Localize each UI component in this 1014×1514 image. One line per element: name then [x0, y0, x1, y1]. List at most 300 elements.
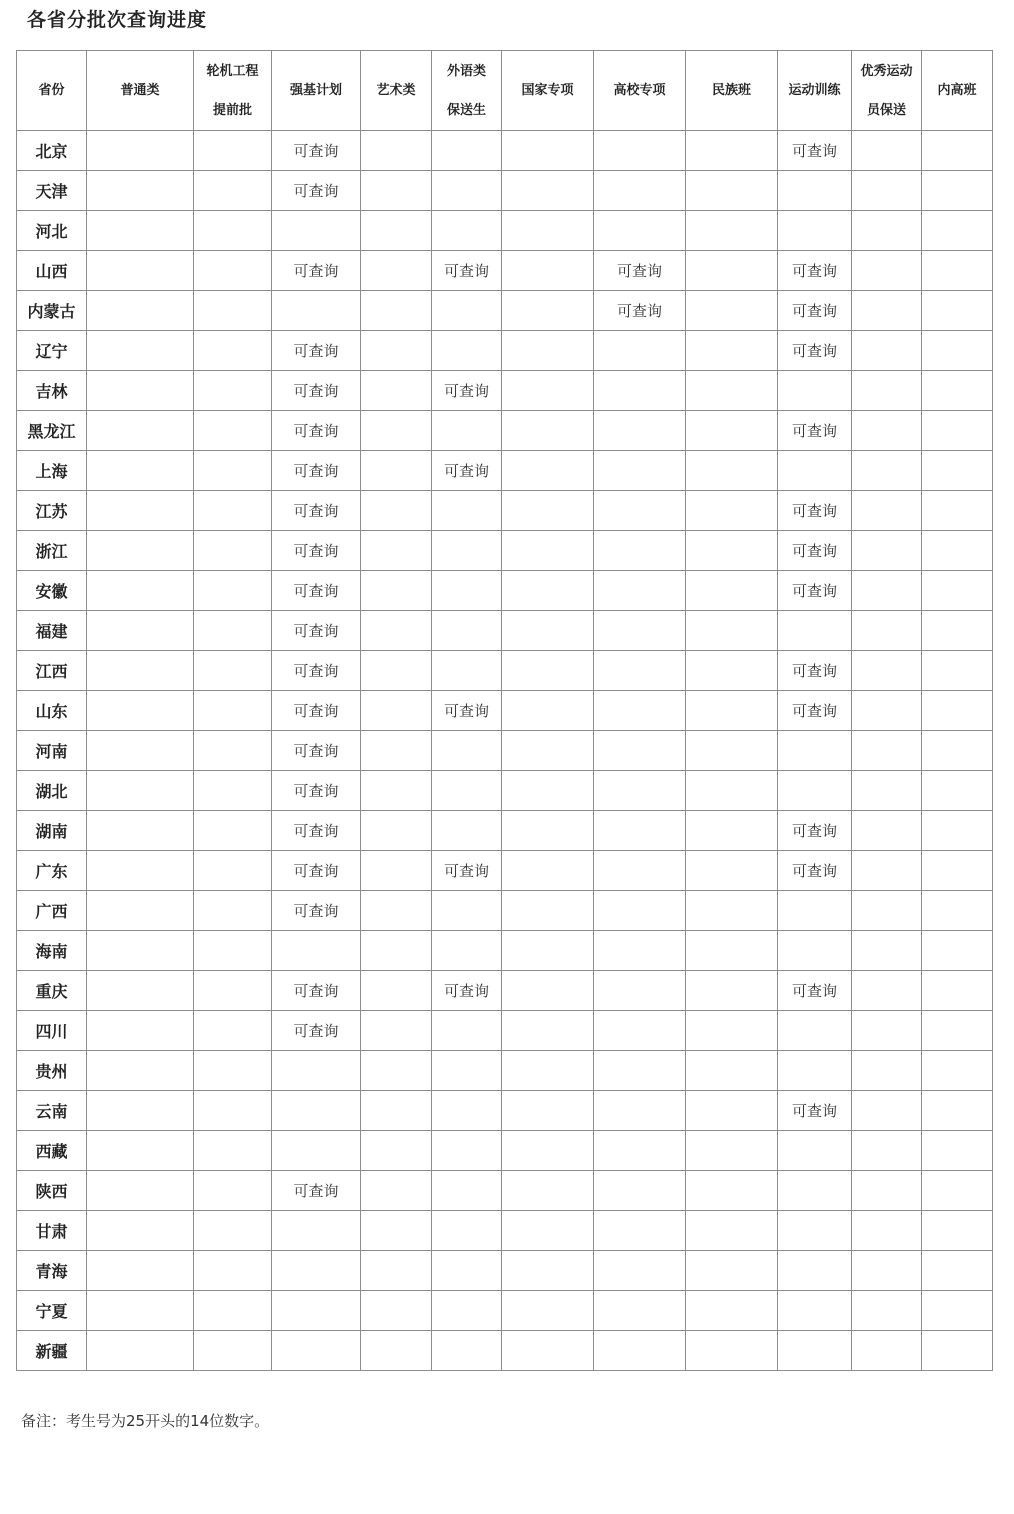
- empty-cell: [922, 331, 993, 371]
- empty-cell: [686, 1131, 778, 1171]
- status-cell: 可查询: [778, 1091, 852, 1131]
- empty-cell: [87, 531, 194, 571]
- empty-cell: [87, 611, 194, 651]
- province-cell: 江苏: [17, 491, 87, 531]
- empty-cell: [87, 1251, 194, 1291]
- empty-cell: [922, 1011, 993, 1051]
- empty-cell: [361, 131, 432, 171]
- table-row: [17, 1291, 993, 1331]
- empty-cell: [686, 651, 778, 691]
- empty-cell: [432, 1051, 502, 1091]
- column-header-line: 外语类: [446, 63, 486, 79]
- empty-cell: [594, 331, 686, 371]
- province-cell: 江西: [17, 651, 87, 691]
- empty-cell: [594, 851, 686, 891]
- empty-cell: [87, 731, 194, 771]
- empty-cell: [922, 691, 993, 731]
- empty-cell: [922, 651, 993, 691]
- column-header: 普通类: [87, 51, 194, 131]
- empty-cell: [87, 131, 194, 171]
- empty-cell: [361, 1331, 432, 1371]
- column-header: 运动训练: [778, 51, 852, 131]
- table-row: [17, 731, 993, 771]
- empty-cell: [852, 171, 922, 211]
- empty-cell: [194, 571, 272, 611]
- empty-cell: [87, 1131, 194, 1171]
- province-cell: 云南: [17, 1091, 87, 1131]
- status-cell: 可查询: [272, 971, 361, 1011]
- empty-cell: [502, 171, 594, 211]
- status-cell: 可查询: [272, 691, 361, 731]
- province-cell: 陕西: [17, 1171, 87, 1211]
- status-cell: 可查询: [272, 491, 361, 531]
- empty-cell: [87, 371, 194, 411]
- empty-cell: [852, 411, 922, 451]
- empty-cell: [852, 1331, 922, 1371]
- empty-cell: [502, 651, 594, 691]
- column-header: 国家专项: [502, 51, 594, 131]
- empty-cell: [194, 1131, 272, 1171]
- empty-cell: [194, 1171, 272, 1211]
- empty-cell: [87, 1171, 194, 1211]
- empty-cell: [686, 131, 778, 171]
- empty-cell: [432, 891, 502, 931]
- empty-cell: [686, 291, 778, 331]
- empty-cell: [778, 771, 852, 811]
- empty-cell: [361, 1051, 432, 1091]
- empty-cell: [432, 291, 502, 331]
- empty-cell: [87, 811, 194, 851]
- empty-cell: [432, 1291, 502, 1331]
- empty-cell: [922, 1331, 993, 1371]
- empty-cell: [922, 251, 993, 291]
- table-row: [17, 1211, 993, 1251]
- empty-cell: [194, 1331, 272, 1371]
- province-cell: 福建: [17, 611, 87, 651]
- province-cell: 黑龙江: [17, 411, 87, 451]
- empty-cell: [686, 571, 778, 611]
- empty-cell: [686, 811, 778, 851]
- empty-cell: [778, 731, 852, 771]
- table-row: [17, 771, 993, 811]
- empty-cell: [194, 371, 272, 411]
- column-header: 强基计划: [272, 51, 361, 131]
- table-row: [17, 1051, 993, 1091]
- empty-cell: [87, 891, 194, 931]
- status-cell: 可查询: [778, 291, 852, 331]
- province-cell: 山西: [17, 251, 87, 291]
- empty-cell: [922, 1251, 993, 1291]
- empty-cell: [686, 1091, 778, 1131]
- empty-cell: [87, 211, 194, 251]
- empty-cell: [361, 291, 432, 331]
- empty-cell: [922, 211, 993, 251]
- empty-cell: [194, 331, 272, 371]
- empty-cell: [778, 1251, 852, 1291]
- empty-cell: [594, 531, 686, 571]
- empty-cell: [594, 131, 686, 171]
- empty-cell: [361, 1091, 432, 1131]
- empty-cell: [852, 1211, 922, 1251]
- empty-cell: [361, 611, 432, 651]
- status-cell: 可查询: [272, 771, 361, 811]
- empty-cell: [594, 691, 686, 731]
- table-row: [17, 1091, 993, 1131]
- province-cell: 安徽: [17, 571, 87, 611]
- empty-cell: [778, 451, 852, 491]
- empty-cell: [361, 1011, 432, 1051]
- empty-cell: [272, 1251, 361, 1291]
- table-row: [17, 1171, 993, 1211]
- column-header-line: 轮机工程: [206, 63, 259, 79]
- empty-cell: [686, 491, 778, 531]
- empty-cell: [361, 1171, 432, 1211]
- empty-cell: [778, 611, 852, 651]
- empty-cell: [778, 211, 852, 251]
- table-row: [17, 131, 993, 171]
- empty-cell: [594, 451, 686, 491]
- empty-cell: [502, 411, 594, 451]
- column-header: [432, 51, 502, 131]
- empty-cell: [594, 491, 686, 531]
- province-cell: 浙江: [17, 531, 87, 571]
- province-cell: 上海: [17, 451, 87, 491]
- province-cell: 吉林: [17, 371, 87, 411]
- status-cell: 可查询: [432, 371, 502, 411]
- empty-cell: [432, 331, 502, 371]
- empty-cell: [594, 611, 686, 651]
- empty-cell: [194, 1011, 272, 1051]
- status-cell: 可查询: [272, 371, 361, 411]
- empty-cell: [778, 1171, 852, 1211]
- empty-cell: [361, 1291, 432, 1331]
- empty-cell: [594, 1171, 686, 1211]
- status-cell: 可查询: [778, 651, 852, 691]
- empty-cell: [194, 811, 272, 851]
- table-row: [17, 291, 993, 331]
- empty-cell: [686, 731, 778, 771]
- empty-cell: [686, 1251, 778, 1291]
- empty-cell: [594, 211, 686, 251]
- status-cell: 可查询: [272, 1011, 361, 1051]
- status-cell: 可查询: [272, 851, 361, 891]
- empty-cell: [594, 371, 686, 411]
- province-cell: 贵州: [17, 1051, 87, 1091]
- empty-cell: [686, 531, 778, 571]
- empty-cell: [87, 1091, 194, 1131]
- table-row: [17, 931, 993, 971]
- empty-cell: [922, 131, 993, 171]
- empty-cell: [778, 1331, 852, 1371]
- empty-cell: [87, 931, 194, 971]
- empty-cell: [778, 371, 852, 411]
- empty-cell: [922, 851, 993, 891]
- empty-cell: [922, 451, 993, 491]
- column-header: [852, 51, 922, 131]
- empty-cell: [502, 1131, 594, 1171]
- empty-cell: [502, 291, 594, 331]
- empty-cell: [778, 1291, 852, 1331]
- status-cell: 可查询: [594, 251, 686, 291]
- empty-cell: [594, 1011, 686, 1051]
- empty-cell: [87, 291, 194, 331]
- empty-cell: [922, 171, 993, 211]
- empty-cell: [502, 451, 594, 491]
- empty-cell: [922, 531, 993, 571]
- empty-cell: [778, 1131, 852, 1171]
- empty-cell: [922, 1091, 993, 1131]
- empty-cell: [502, 491, 594, 531]
- empty-cell: [87, 971, 194, 1011]
- empty-cell: [852, 931, 922, 971]
- empty-cell: [87, 1291, 194, 1331]
- province-cell: 天津: [17, 171, 87, 211]
- province-cell: 山东: [17, 691, 87, 731]
- empty-cell: [594, 891, 686, 931]
- empty-cell: [594, 1131, 686, 1171]
- empty-cell: [852, 451, 922, 491]
- empty-cell: [502, 371, 594, 411]
- table-row: [17, 1011, 993, 1051]
- empty-cell: [922, 371, 993, 411]
- empty-cell: [361, 251, 432, 291]
- query-progress-table: [16, 50, 993, 1371]
- empty-cell: [432, 171, 502, 211]
- empty-cell: [686, 411, 778, 451]
- empty-cell: [922, 1051, 993, 1091]
- empty-cell: [852, 331, 922, 371]
- province-cell: 内蒙古: [17, 291, 87, 331]
- status-cell: 可查询: [778, 251, 852, 291]
- status-cell: 可查询: [272, 891, 361, 931]
- empty-cell: [594, 1091, 686, 1131]
- column-header-line: 保送生: [446, 102, 486, 118]
- empty-cell: [594, 771, 686, 811]
- empty-cell: [361, 731, 432, 771]
- empty-cell: [194, 1051, 272, 1091]
- empty-cell: [361, 211, 432, 251]
- empty-cell: [594, 1291, 686, 1331]
- empty-cell: [432, 531, 502, 571]
- empty-cell: [432, 1091, 502, 1131]
- empty-cell: [194, 171, 272, 211]
- empty-cell: [432, 411, 502, 451]
- empty-cell: [686, 1211, 778, 1251]
- status-cell: 可查询: [778, 411, 852, 451]
- empty-cell: [502, 931, 594, 971]
- empty-cell: [361, 451, 432, 491]
- empty-cell: [502, 531, 594, 571]
- empty-cell: [852, 1131, 922, 1171]
- empty-cell: [272, 1331, 361, 1371]
- empty-cell: [502, 971, 594, 1011]
- table-row: [17, 331, 993, 371]
- empty-cell: [194, 291, 272, 331]
- status-cell: 可查询: [272, 571, 361, 611]
- empty-cell: [686, 691, 778, 731]
- status-cell: 可查询: [432, 691, 502, 731]
- status-cell: 可查询: [778, 811, 852, 851]
- empty-cell: [502, 251, 594, 291]
- empty-cell: [594, 811, 686, 851]
- empty-cell: [778, 931, 852, 971]
- province-cell: 北京: [17, 131, 87, 171]
- empty-cell: [852, 131, 922, 171]
- province-cell: 辽宁: [17, 331, 87, 371]
- empty-cell: [502, 851, 594, 891]
- empty-cell: [852, 691, 922, 731]
- empty-cell: [686, 1171, 778, 1211]
- empty-cell: [852, 1051, 922, 1091]
- status-cell: 可查询: [272, 531, 361, 571]
- empty-cell: [502, 771, 594, 811]
- empty-cell: [686, 931, 778, 971]
- empty-cell: [594, 1211, 686, 1251]
- empty-cell: [852, 291, 922, 331]
- empty-cell: [686, 251, 778, 291]
- empty-cell: [852, 651, 922, 691]
- status-cell: 可查询: [272, 731, 361, 771]
- empty-cell: [778, 1011, 852, 1051]
- empty-cell: [194, 611, 272, 651]
- status-cell: 可查询: [778, 971, 852, 1011]
- empty-cell: [432, 1171, 502, 1211]
- empty-cell: [194, 891, 272, 931]
- column-header-line: 提前批: [212, 102, 252, 118]
- status-cell: 可查询: [432, 971, 502, 1011]
- status-cell: 可查询: [272, 611, 361, 651]
- empty-cell: [361, 971, 432, 1011]
- empty-cell: [922, 811, 993, 851]
- empty-cell: [87, 1331, 194, 1371]
- empty-cell: [194, 211, 272, 251]
- empty-cell: [194, 131, 272, 171]
- empty-cell: [686, 851, 778, 891]
- empty-cell: [87, 1051, 194, 1091]
- empty-cell: [852, 971, 922, 1011]
- empty-cell: [87, 171, 194, 211]
- empty-cell: [852, 811, 922, 851]
- empty-cell: [432, 811, 502, 851]
- empty-cell: [272, 1091, 361, 1131]
- province-cell: 广西: [17, 891, 87, 931]
- empty-cell: [852, 851, 922, 891]
- table-row: [17, 1251, 993, 1291]
- empty-cell: [594, 651, 686, 691]
- table-row: [17, 651, 993, 691]
- table-row: [17, 1131, 993, 1171]
- empty-cell: [852, 1291, 922, 1331]
- table-row: [17, 691, 993, 731]
- empty-cell: [502, 1211, 594, 1251]
- empty-cell: [922, 1211, 993, 1251]
- status-cell: 可查询: [272, 1171, 361, 1211]
- empty-cell: [194, 731, 272, 771]
- empty-cell: [852, 1171, 922, 1211]
- status-cell: 可查询: [432, 451, 502, 491]
- empty-cell: [194, 251, 272, 291]
- empty-cell: [432, 1211, 502, 1251]
- province-cell: 甘肃: [17, 1211, 87, 1251]
- empty-cell: [502, 1291, 594, 1331]
- status-cell: 可查询: [432, 851, 502, 891]
- empty-cell: [594, 931, 686, 971]
- province-cell: 河南: [17, 731, 87, 771]
- empty-cell: [778, 1211, 852, 1251]
- empty-cell: [194, 931, 272, 971]
- empty-cell: [272, 291, 361, 331]
- empty-cell: [922, 931, 993, 971]
- empty-cell: [922, 491, 993, 531]
- empty-cell: [852, 491, 922, 531]
- status-cell: 可查询: [778, 131, 852, 171]
- empty-cell: [502, 1251, 594, 1291]
- empty-cell: [594, 731, 686, 771]
- empty-cell: [852, 611, 922, 651]
- empty-cell: [852, 211, 922, 251]
- empty-cell: [922, 411, 993, 451]
- empty-cell: [87, 411, 194, 451]
- table-row: [17, 611, 993, 651]
- empty-cell: [502, 811, 594, 851]
- province-cell: 新疆: [17, 1331, 87, 1371]
- empty-cell: [502, 611, 594, 651]
- column-header: 艺术类: [361, 51, 432, 131]
- province-cell: 湖南: [17, 811, 87, 851]
- empty-cell: [361, 1211, 432, 1251]
- column-header: 省份: [17, 51, 87, 131]
- empty-cell: [361, 851, 432, 891]
- empty-cell: [922, 731, 993, 771]
- empty-cell: [852, 1091, 922, 1131]
- status-cell: 可查询: [272, 651, 361, 691]
- empty-cell: [686, 171, 778, 211]
- province-cell: 青海: [17, 1251, 87, 1291]
- empty-cell: [194, 651, 272, 691]
- empty-cell: [922, 971, 993, 1011]
- empty-cell: [432, 491, 502, 531]
- status-cell: 可查询: [272, 811, 361, 851]
- empty-cell: [594, 1051, 686, 1091]
- empty-cell: [922, 771, 993, 811]
- status-cell: 可查询: [778, 331, 852, 371]
- empty-cell: [502, 1331, 594, 1371]
- empty-cell: [361, 891, 432, 931]
- empty-cell: [502, 891, 594, 931]
- empty-cell: [852, 251, 922, 291]
- empty-cell: [194, 1211, 272, 1251]
- empty-cell: [361, 811, 432, 851]
- table-row: [17, 891, 993, 931]
- empty-cell: [194, 1251, 272, 1291]
- table-row: [17, 171, 993, 211]
- empty-cell: [432, 571, 502, 611]
- empty-cell: [194, 451, 272, 491]
- table-row: [17, 811, 993, 851]
- empty-cell: [686, 371, 778, 411]
- empty-cell: [686, 1051, 778, 1091]
- empty-cell: [87, 691, 194, 731]
- empty-cell: [272, 1051, 361, 1091]
- empty-cell: [87, 771, 194, 811]
- empty-cell: [194, 491, 272, 531]
- table-row: [17, 371, 993, 411]
- empty-cell: [852, 891, 922, 931]
- empty-cell: [686, 211, 778, 251]
- empty-cell: [272, 1131, 361, 1171]
- empty-cell: [686, 971, 778, 1011]
- empty-cell: [686, 1291, 778, 1331]
